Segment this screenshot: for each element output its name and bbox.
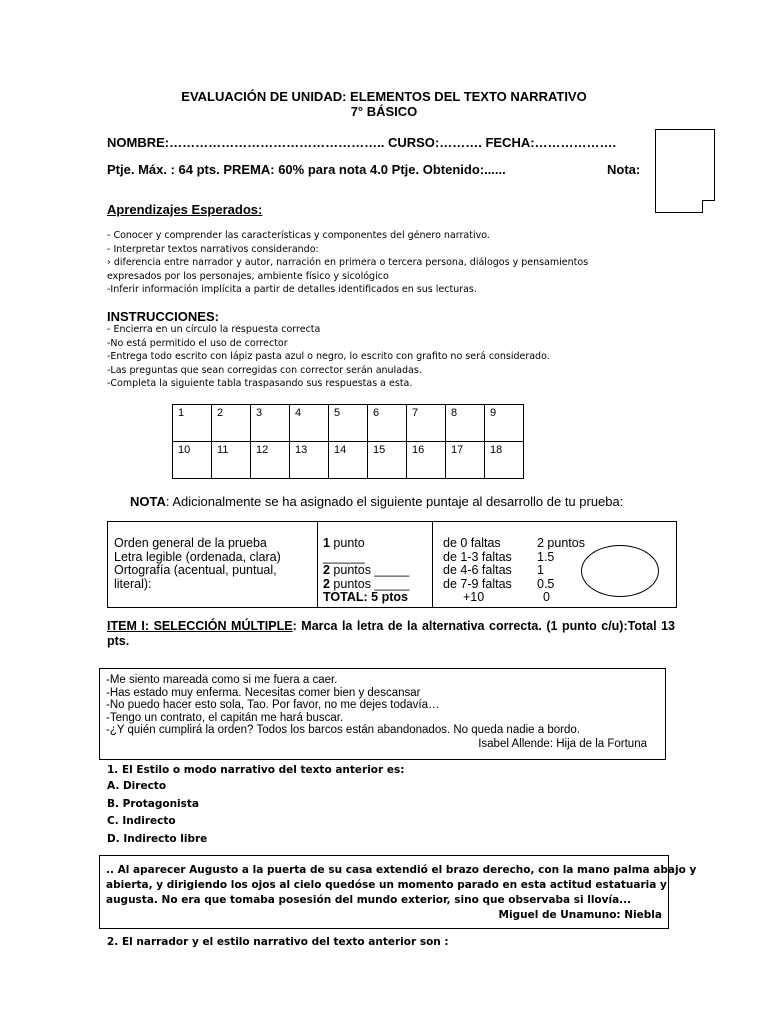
quote-line: .. Al aparecer Augusto a la puerta de su casa extendió el brazo derecho, con la mano palma abajo y [106, 864, 697, 876]
instruccion-line: -Las preguntas que sean corregidas con corrector serán anuladas. [107, 364, 422, 376]
answer-cell[interactable]: 14 [329, 442, 368, 479]
score-criteria [114, 537, 281, 591]
score-circle [581, 545, 659, 597]
score-table-divider [432, 522, 433, 607]
grade-level: 7° BÁSICO [350, 104, 418, 119]
faltas-points-line: 1 [537, 563, 544, 577]
option-a[interactable]: A. Directo [107, 780, 167, 792]
nota-label: Nota: [607, 162, 641, 177]
instruccion-line: - Encierra en un círculo la respuesta correcta [107, 324, 321, 335]
item1-heading [107, 619, 675, 649]
criteria-line: Letra legible (ordenada, clara) [114, 549, 281, 564]
criteria-line: Orden general de la prueba [114, 536, 267, 550]
nota-extra-label: NOTA [130, 494, 166, 509]
quote-box-2 [99, 855, 697, 929]
quote-line: -Tengo un contrato, el capitán me hará buscar. [106, 711, 344, 724]
score-points [323, 537, 409, 605]
faltas-points-line: 0 [543, 590, 550, 604]
aprendizajes-list [107, 229, 667, 297]
instruccion-line: -No está permitido el uso de corrector [107, 337, 288, 349]
aprendizaje-line: - Interpretar textos narrativos considerando: [107, 243, 319, 255]
answer-cell[interactable]: 8 [446, 405, 485, 442]
faltas-points-line: 0.5 [537, 576, 555, 591]
quote-line: -Me siento mareada como si me fuera a caer. [106, 674, 338, 686]
aprendizaje-line: expresados por los personajes, ambiente físico y sicológico [107, 270, 389, 282]
quote-line: -No puedo hacer esto sola, Tao. Por favor, no me dejes todavía… [106, 699, 440, 712]
answer-cell[interactable]: 11 [212, 442, 251, 479]
criteria-line: literal): [114, 576, 152, 591]
item1-instruction: : Marca la letra de la alternativa correcta. (1 punto c/u):Total 13 pts. [107, 619, 675, 648]
faltas-points-line: 1.5 [537, 549, 555, 564]
faltas-line: +10 [463, 590, 485, 604]
answer-cell[interactable]: 5 [329, 405, 368, 442]
points-total: TOTAL: 5 ptos [323, 590, 408, 604]
points-text: puntos _____ [329, 563, 410, 577]
page-fold-corner [702, 200, 715, 213]
answer-cell[interactable]: 3 [251, 405, 290, 442]
quote2-lines [106, 863, 696, 908]
answer-cell[interactable]: 12 [251, 442, 290, 479]
points-number: 1 [323, 536, 330, 550]
instrucciones-heading: INSTRUCCIONES: [107, 309, 219, 324]
answer-row [173, 405, 524, 442]
aprendizajes-heading: Aprendizajes Esperados: [107, 202, 263, 217]
score-table-divider [317, 522, 318, 607]
points-text: punto [329, 536, 365, 550]
answer-cell[interactable]: 16 [407, 442, 446, 479]
answer-cell[interactable]: 18 [485, 442, 524, 479]
points-text: puntos _____ [329, 576, 410, 591]
points-number: 2 [323, 563, 330, 577]
instruccion-line: -Completa la siguiente tabla traspasando sus respuestas a esta. [107, 378, 413, 389]
answer-cell[interactable]: 6 [368, 405, 407, 442]
points-line [323, 578, 409, 592]
score-faltas [443, 537, 512, 605]
grade-box [655, 129, 715, 213]
exam-title: EVALUACIÓN DE UNIDAD: ELEMENTOS DEL TEXTO NARRATIVO [181, 89, 587, 104]
question-1: 1. El Estilo o modo narrativo del texto anterior es: [107, 764, 405, 776]
points-line [323, 564, 409, 578]
quote-line: augusta. No era que tomaba posesión del mundo exterior, sino que observaba si llovía... [106, 894, 632, 906]
quote-line: -¿Y quién cumplirá la orden? Todos los barcos están abandonados. No queda nadie a bordo. [106, 724, 580, 737]
instrucciones-list [107, 323, 667, 391]
points-line [323, 537, 409, 551]
criteria-line: Ortografía (acentual, puntual, [114, 563, 277, 577]
nota-extra [130, 494, 623, 509]
item1-title: ITEM I: SELECCIÓN MÚLTIPLE [107, 619, 293, 633]
answer-cell[interactable]: 10 [173, 442, 212, 479]
aprendizaje-line: › diferencia entre narrador y autor, narración en primera o tercera persona, diálogos y pensamientos [107, 257, 589, 268]
quote-line: -Has estado muy enferma. Necesitas comer bien y descansar [106, 686, 421, 699]
option-b[interactable]: B. Protagonista [107, 797, 199, 810]
faltas-line: de 4-6 faltas [443, 563, 512, 577]
quote1-lines [106, 674, 580, 737]
faltas-points-line: 2 puntos [537, 536, 585, 550]
question-1-options [107, 778, 207, 848]
answer-cell[interactable]: 1 [173, 405, 212, 442]
aprendizaje-line: -Inferir información implícita a partir de detalles identificados en sus lecturas. [107, 284, 477, 295]
option-d[interactable]: D. Indirecto libre [107, 832, 208, 845]
answer-cell[interactable]: 17 [446, 442, 485, 479]
nota-extra-text: : Adicionalmente se ha asignado el siguiente puntaje al desarrollo de tu prueba: [165, 494, 624, 509]
question-2: 2. El narrador y el estilo narrativo del texto anterior son : [107, 936, 449, 948]
faltas-line: de 1-3 faltas [443, 549, 512, 564]
score-info-line: Ptje. Máx. : 64 pts. PREMA: 60% para nota 4.0 Ptje. Obtenido:...... [107, 162, 506, 177]
answer-cell[interactable]: 2 [212, 405, 251, 442]
answer-cell[interactable]: 13 [290, 442, 329, 479]
quote-line: abierta, y dirigiendo los ojos al cielo quedóse un momento parado en esta actitud estatuaria y [106, 879, 667, 891]
points-blank[interactable]: ______ [323, 549, 365, 564]
student-info-line: NOMBRE:………………………………………….. CURSO:………. FECHA:………………. [107, 135, 617, 150]
quote1-source: Isabel Allende: Hija de la Fortuna [478, 738, 647, 750]
answer-cell[interactable]: 7 [407, 405, 446, 442]
quote-box-1 [99, 668, 666, 760]
answer-cell[interactable]: 15 [368, 442, 407, 479]
option-c[interactable]: C. Indirecto [107, 815, 176, 827]
aprendizaje-line: - Conocer y comprender las características y componentes del género narrativo. [107, 230, 490, 241]
points-number: 2 [323, 576, 330, 591]
answer-cell[interactable]: 9 [485, 405, 524, 442]
score-faltas-points [537, 537, 585, 605]
answer-cell[interactable]: 4 [290, 405, 329, 442]
answer-row [173, 442, 524, 479]
instruccion-line: -Entrega todo escrito con lápiz pasta azul o negro, lo escrito con grafito no será considerado. [107, 351, 550, 362]
quote2-source: Miguel de Unamuno: Niebla [498, 909, 662, 921]
answer-table [172, 404, 524, 479]
faltas-line: de 7-9 faltas [443, 576, 512, 591]
faltas-line: de 0 faltas [443, 536, 501, 550]
